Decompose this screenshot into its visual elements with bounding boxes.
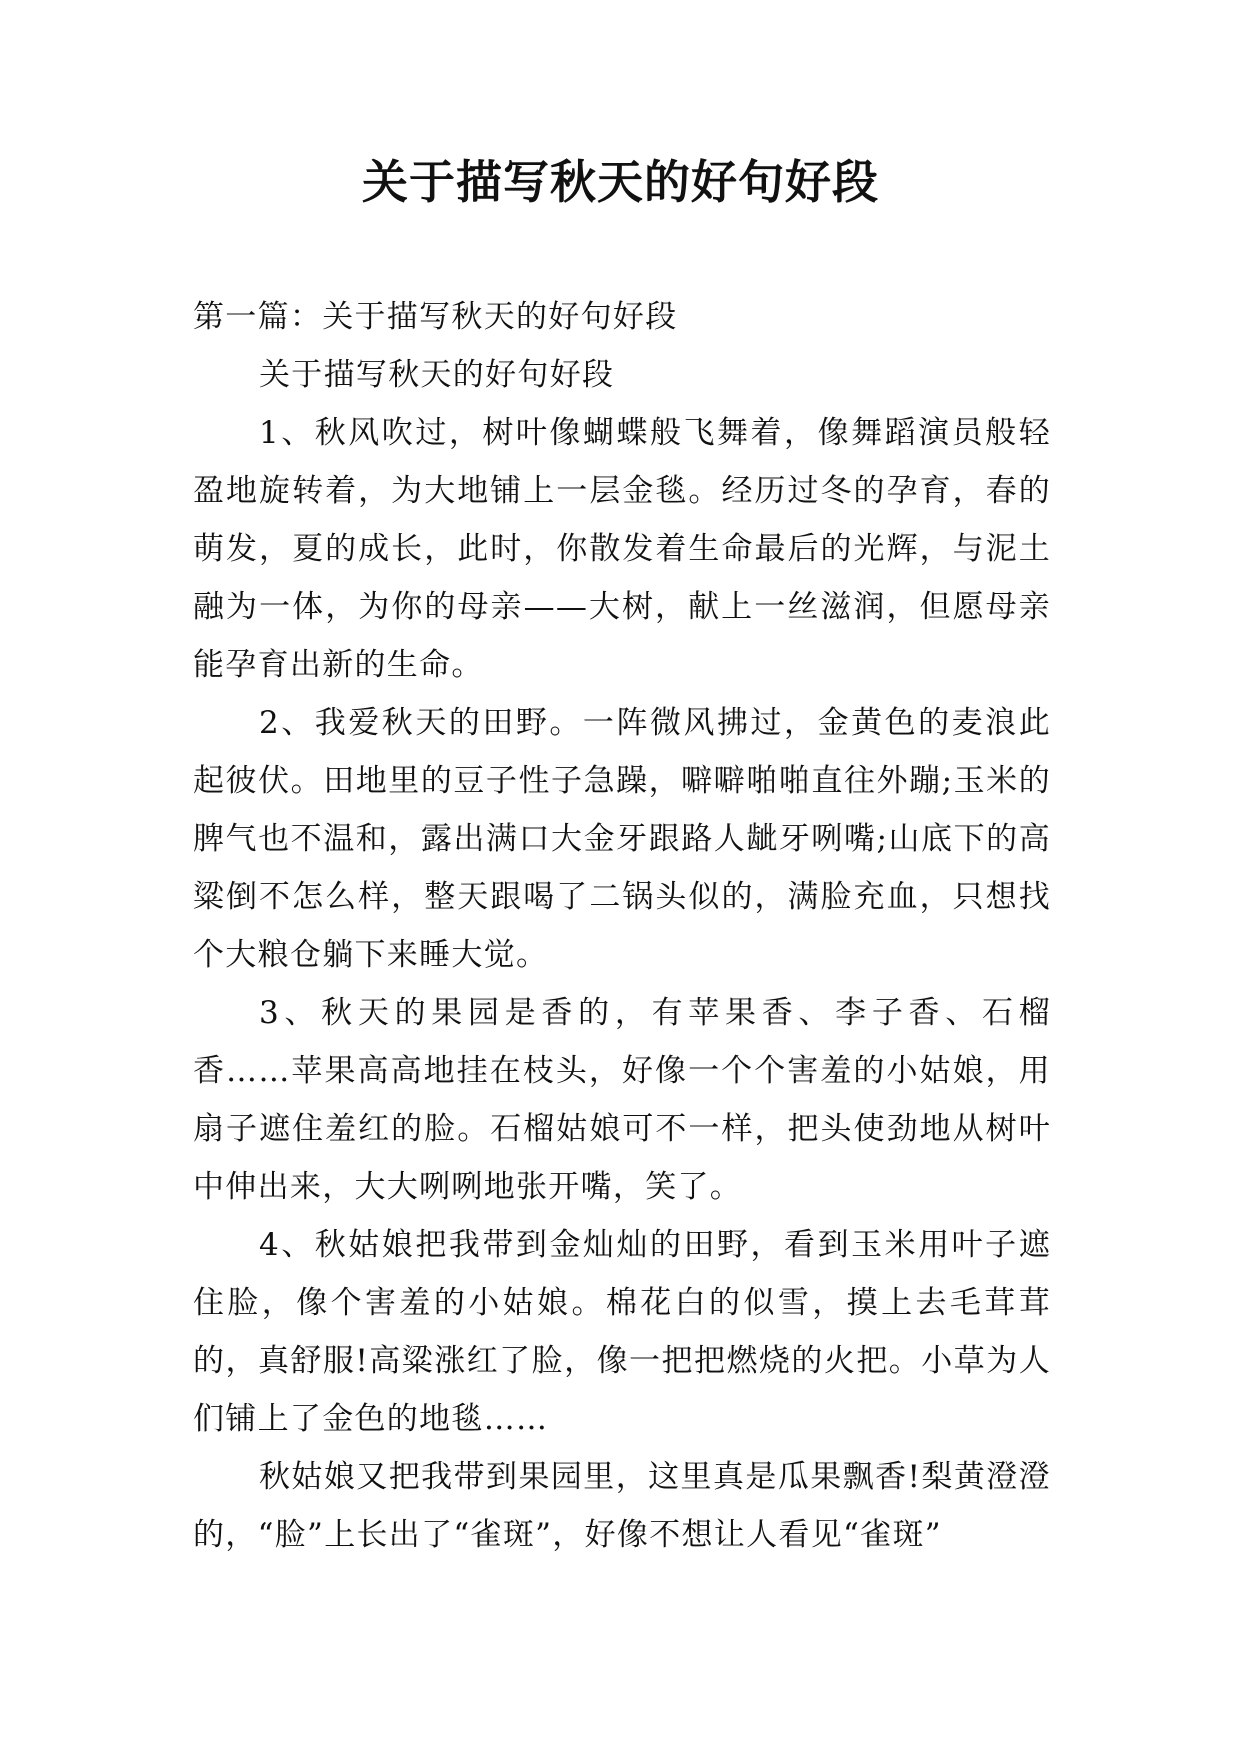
paragraph-4: 4、秋姑娘把我带到金灿灿的田野，看到玉米用叶子遮住脸，像个害羞的小姑娘。棉花白的似雪，摸上去毛茸茸的，真舒服!高粱涨红了脸，像一把把燃烧的火把。小草为人们铺上了金色的地毯……: [193, 1227, 1051, 1437]
paragraph-5: 秋姑娘又把我带到果园里，这里真是瓜果飘香!梨黄澄澄的，“脸”上长出了“雀斑”，好像不想让人看见“雀斑”: [193, 1459, 1051, 1553]
paragraph-1: 1、秋风吹过，树叶像蝴蝶般飞舞着，像舞蹈演员般轻盈地旋转着，为大地铺上一层金毯。经历过冬的孕育，春的萌发，夏的成长，此时，你散发着生命最后的光辉，与泥土融为一体，为你的母亲——大树，献上一丝滋润，但愿母亲能孕育出新的生命。: [193, 415, 1051, 683]
document-title: 关于描写秋天的好句好段: [362, 155, 879, 209]
section-heading: 第一篇：关于描写秋天的好句好段: [193, 299, 678, 335]
paragraph-2: 2、我爱秋天的田野。一阵微风拂过，金黄色的麦浪此起彼伏。田地里的豆子性子急躁，噼噼啪啪直往外蹦;玉米的脾气也不温和，露出满口大金牙跟路人龇牙咧嘴;山底下的高粱倒不怎么样，整天跟喝了二锅头似的，满脸充血，只想找个大粮仓躺下来睡大觉。: [193, 705, 1051, 973]
section-subheading: 关于描写秋天的好句好段: [259, 357, 615, 393]
document-body: [193, 288, 1051, 1564]
paragraph-3: 3、秋天的果园是香的，有苹果香、李子香、石榴香……苹果高高地挂在枝头，好像一个个害羞的小姑娘，用扇子遮住羞红的脸。石榴姑娘可不一样，把头使劲地从树叶中伸出来，大大咧咧地张开嘴，笑了。: [193, 995, 1051, 1205]
